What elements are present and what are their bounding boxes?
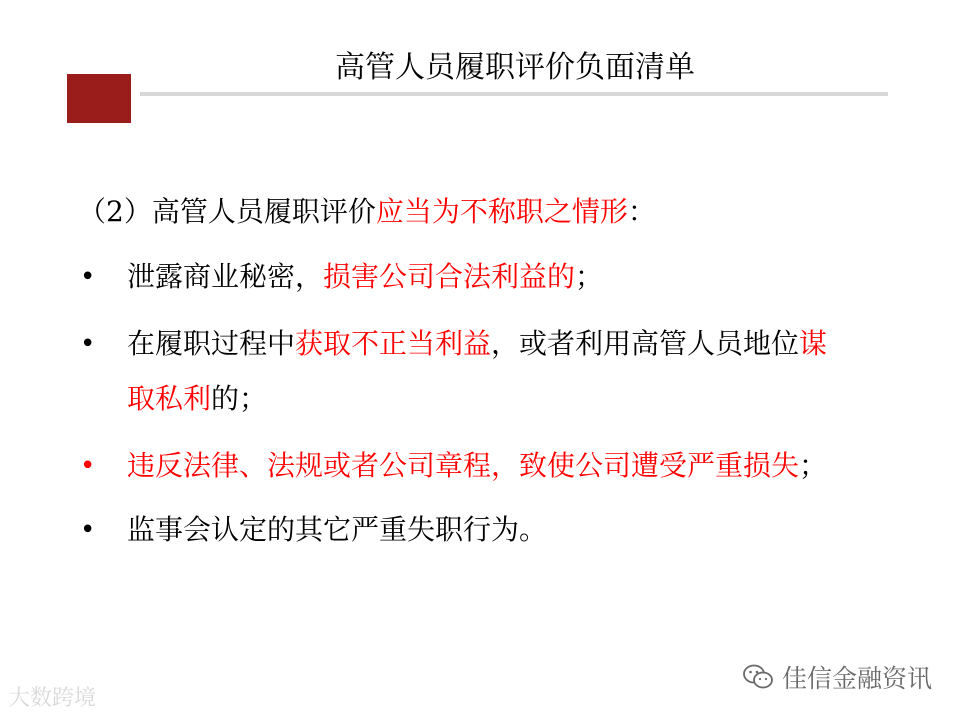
item-text: ；: [575, 260, 604, 293]
watermark-right: [742, 660, 932, 694]
list-item: [127, 448, 827, 484]
bullet-marker: •: [80, 329, 96, 359]
list-item-continuation: [127, 381, 267, 417]
intro-line: [78, 194, 656, 230]
list-item: [127, 326, 827, 362]
intro-suffix: ：: [627, 195, 656, 228]
item-highlight: 损害公司合法利益的: [323, 260, 576, 293]
bullet-marker: •: [80, 515, 96, 545]
page-title: 高管人员履职评价负面清单: [335, 50, 695, 85]
item-highlight: 取私利: [127, 382, 212, 415]
item-text: 在履职过程中: [127, 327, 296, 360]
item-text: ；: [799, 449, 828, 482]
item-text: 泄露商业秘密，: [127, 260, 324, 293]
intro-highlight: 应当为不称职之情形: [375, 195, 628, 228]
item-text: ，或者利用高管人员地位: [491, 327, 800, 360]
intro-prefix: （2）高管人员履职评价: [78, 195, 376, 228]
bullet-marker: •: [80, 451, 96, 481]
list-item: [127, 259, 603, 295]
wechat-icon: [742, 663, 774, 691]
item-text: 的；: [211, 382, 268, 415]
watermark-left: 大数跨境: [8, 686, 97, 711]
bullet-marker: •: [80, 262, 96, 292]
watermark-right-label: 佳信金融资讯: [782, 664, 933, 693]
item-text: 监事会认定的其它严重失职行为。: [127, 513, 548, 546]
item-highlight: 违反法律、法规或者公司章程，致使公司遭受严重损失: [127, 449, 800, 482]
list-item: [127, 512, 547, 548]
item-highlight: 谋: [799, 327, 828, 360]
item-highlight: 获取不正当利益: [295, 327, 492, 360]
